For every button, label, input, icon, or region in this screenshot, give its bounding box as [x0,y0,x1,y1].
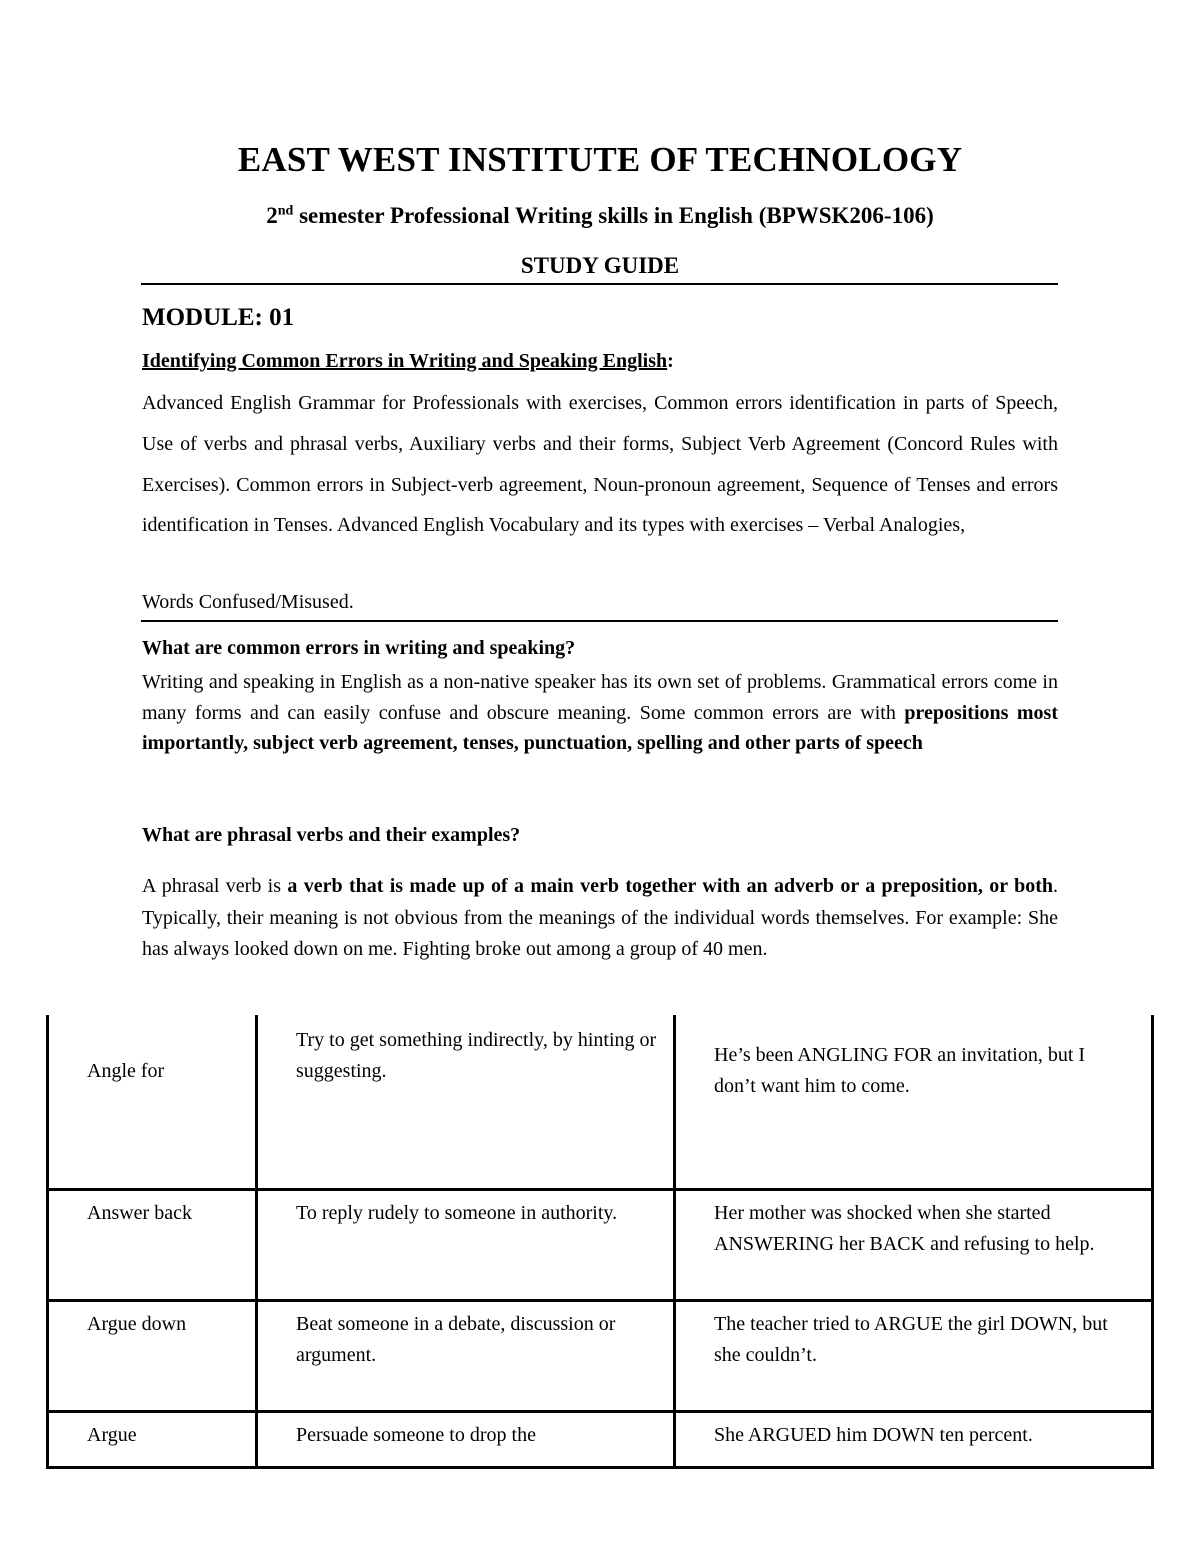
table-cell-meaning: Try to get something indirectly, by hinting or suggesting. [257,1015,675,1190]
table-row [48,1412,1153,1468]
table-cell-meaning: Persuade someone to drop the [257,1412,675,1468]
table-cell-example: Her mother was shocked when she started ANSWERING her BACK and refusing to help. [675,1190,1153,1301]
paragraph-text: A phrasal verb is [142,875,288,897]
study-guide-heading: STUDY GUIDE [520,253,680,278]
module-syllabus-last-line: Words Confused/Misused. [142,591,354,613]
table-cell-verb: Argue down [48,1301,257,1412]
table-cell-verb: Argue [48,1412,257,1468]
table-cell-example: She ARGUED him DOWN ten percent. [675,1412,1153,1468]
table-cell-example: The teacher tried to ARGUE the girl DOWN, but she couldn’t. [675,1301,1153,1412]
paragraph-bold-text: prepositions most importantly, subject verb agreement, tenses, punctuation, spelling and other parts of speech [142,701,1058,755]
table-cell-verb: Answer back [48,1190,257,1301]
paragraph-text: . Typically, their meaning is not obvious from the meanings of the individual words themselves. For example: She has always looked down on me. Fighting broke out among a group of 40 men. [142,875,1058,960]
table-row [48,1190,1153,1301]
paragraph-common-errors [142,667,1058,759]
module-syllabus: Advanced English Grammar for Professionals with exercises, Common errors identification in parts of Speech, Use of verbs and phrasal verbs, Auxiliary verbs and their forms, Subject Verb Agreement (Concord Rules with Exercises). Common errors in Subject-verb agreement, Noun-pronoun agreement, Sequence of Tenses and errors identification in Tenses. Advanced English Vocabulary and its types with exercises – Verbal Analogies, [142,392,1058,537]
table-cell-meaning: To reply rudely to someone in authority. [257,1190,675,1301]
module-title-text: Identifying Common Errors in Writing and Speaking English [142,350,668,372]
table-row [48,1015,1153,1190]
module-title-colon: : [667,350,674,372]
divider-line [141,283,1058,285]
question-phrasal-verbs: What are phrasal verbs and their examples? [142,824,521,846]
institute-title: EAST WEST INSTITUTE OF TECHNOLOGY [237,140,963,179]
paragraph-phrasal-verbs [142,871,1058,966]
semester-number: 2 [266,203,278,228]
question-common-errors: What are common errors in writing and speaking? [142,637,576,659]
paragraph-text: Writing and speaking in English as a non-native speaker has its own set of problems. Grammatical errors come in many forms and can easily confuse and obscure meaning. Some common errors are with [142,671,1058,724]
table-cell-example: He’s been ANGLING FOR an invitation, but I don’t want him to come. [675,1015,1153,1190]
course-name: semester Professional Writing skills in English (BPWSK206-106) [293,203,934,228]
module-label: MODULE: 01 [142,304,295,331]
semester-suffix: nd [277,203,294,219]
paragraph-bold-text: a verb that is made up of a main verb together with an adverb or a preposition, or both [287,875,1053,897]
table-cell-meaning: Beat someone in a debate, discussion or argument. [257,1301,675,1412]
divider-line [141,620,1058,622]
module-title [142,350,674,373]
course-subtitle [0,203,1200,229]
table-cell-verb: Angle for [48,1015,257,1190]
phrasal-verbs-table [46,1015,1154,1469]
table-row [48,1301,1153,1412]
